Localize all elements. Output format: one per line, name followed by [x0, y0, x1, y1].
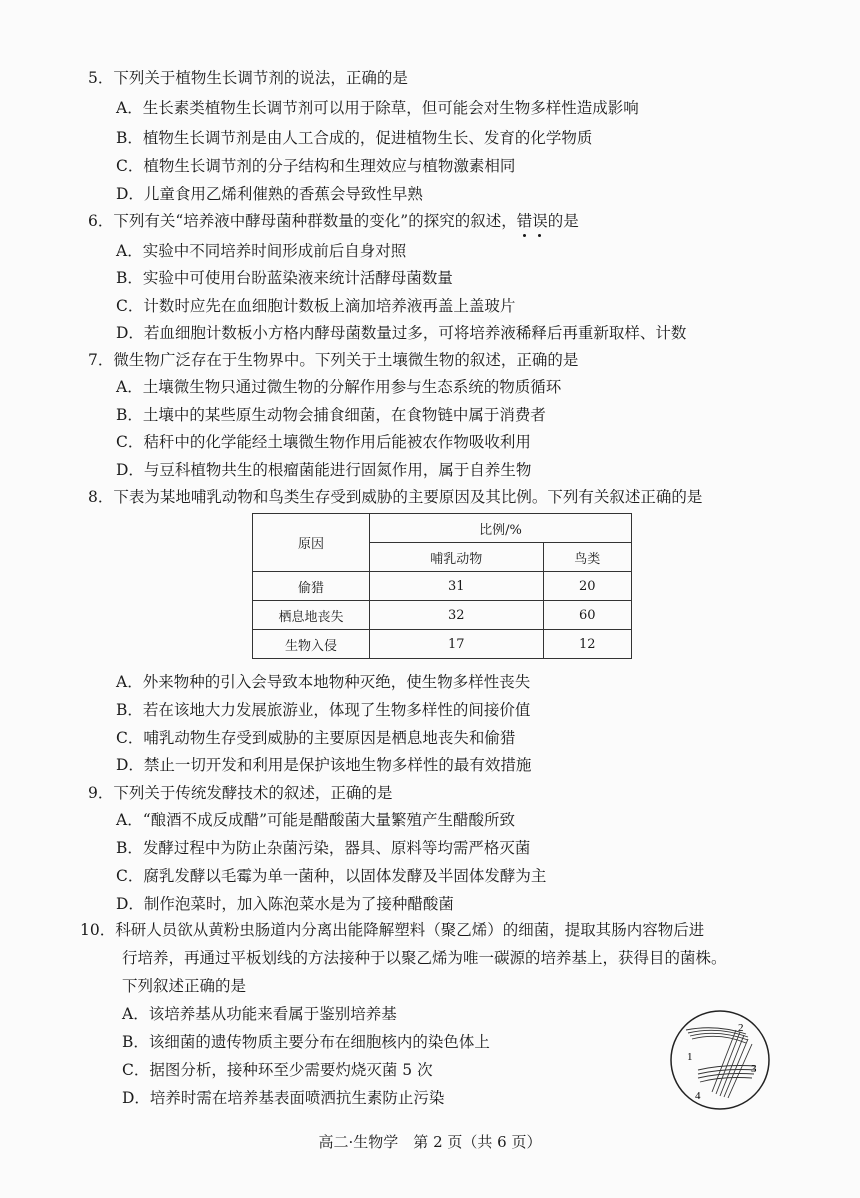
table-row — [253, 572, 632, 601]
row-mammal-value: 17 — [370, 630, 544, 659]
question-9-option-c: C．腐乳发酵以毛霉为单一菌种，以固体发酵及半固体发酵为主 — [116, 867, 547, 885]
question-8-option-d: D．禁止一切开发和利用是保护该地生物多样性的最有效措施 — [116, 756, 532, 774]
question-7-option-b: B．土壤中的某些原生动物会捕食细菌，在食物链中属于消费者 — [116, 406, 546, 424]
question-5-option-d: D．儿童食用乙烯利催熟的香蕉会导致性早熟 — [116, 185, 423, 203]
question-9-option-d: D．制作泡菜时，加入陈泡菜水是为了接种醋酸菌 — [116, 895, 454, 913]
question-8-option-b: B．若在该地大力发展旅游业，体现了生物多样性的间接价值 — [116, 701, 531, 719]
question-5-option-c: C．植物生长调节剂的分子结构和生理效应与植物激素相同 — [116, 157, 516, 175]
header-ratio: 比例/% — [370, 514, 632, 543]
question-5-option-b: B．植物生长调节剂是由人工合成的，促进植物生长、发育的化学物质 — [116, 129, 593, 147]
row-bird-value: 60 — [543, 601, 631, 630]
emphasis-char-2: 误 — [532, 209, 548, 231]
header-bird: 鸟类 — [543, 543, 631, 572]
question-7-option-d: D．与豆科植物共生的根瘤菌能进行固氮作用，属于自养生物 — [116, 461, 532, 479]
figure-label-4: 4 — [695, 1090, 701, 1102]
figure-label-2: 2 — [738, 1022, 744, 1034]
question-8-stem: 8．下表为某地哺乳动物和鸟类生存受到威胁的主要原因及其比例。下列有关叙述正确的是 — [88, 488, 703, 506]
question-7-option-c: C．秸秆中的化学能经土壤微生物作用后能被农作物吸收利用 — [116, 433, 531, 451]
question-10-stem-line1: 10．科研人员欲从黄粉虫肠道内分离出能降解塑料（聚乙烯）的细菌，提取其肠内容物后进 — [80, 921, 705, 939]
question-9-stem: 9．下列关于传统发酵技术的叙述，正确的是 — [88, 784, 393, 802]
question-10-stem-line2: 行培养，再通过平板划线的方法接种于以聚乙烯为唯一碳源的培养基上，获得目的菌株。 — [122, 949, 727, 967]
figure-label-3: 3 — [751, 1063, 757, 1075]
question-10-option-b: B．该细菌的遗传物质主要分布在细胞核内的染色体上 — [122, 1033, 490, 1051]
row-mammal-value: 32 — [370, 601, 544, 630]
question-10-option-d: D．培养时需在培养基表面喷洒抗生素防止污染 — [122, 1089, 445, 1107]
petri-dish-outline — [671, 1011, 769, 1109]
row-bird-value: 20 — [543, 572, 631, 601]
header-reason: 原因 — [253, 514, 370, 572]
question-6-option-c: C．计数时应先在血细胞计数板上滴加培养液再盖上盖玻片 — [116, 297, 516, 315]
table-row — [253, 601, 632, 630]
row-bird-value: 12 — [543, 630, 631, 659]
question-8-option-a: A．外来物种的引入会导致本地物种灭绝，使生物多样性丧失 — [116, 673, 531, 691]
question-9-option-b: B．发酵过程中为防止杂菌污染，器具、原料等均需严格灭菌 — [116, 839, 531, 857]
question-7-stem: 7．微生物广泛存在于生物界中。下列关于土壤微生物的叙述，正确的是 — [88, 351, 579, 369]
figure-label-1: 1 — [687, 1051, 693, 1063]
question-10-stem-line3: 下列叙述正确的是 — [122, 977, 247, 995]
question-6-option-d: D．若血细胞计数板小方格内酵母菌数量过多，可将培养液稀释后再重新取样、计数 — [116, 324, 687, 342]
question-6-stem-end: 的是 — [547, 212, 579, 230]
question-6-option-a: A．实验中不同培养时间形成前后自身对照 — [116, 242, 407, 260]
page-footer: 高二·生物学 第 2 页（共 6 页） — [318, 1133, 542, 1151]
question-8-option-c: C．哺乳动物生存受到威胁的主要原因是栖息地丧失和偷猎 — [116, 729, 516, 747]
question-6-option-b: B．实验中可使用台盼蓝染液来统计活酵母菌数量 — [116, 269, 453, 287]
question-10-option-a: A．该培养基从功能来看属于鉴别培养基 — [122, 1005, 397, 1023]
streak-plate-figure — [668, 1008, 772, 1112]
threat-ratio-table — [252, 513, 632, 659]
question-5-option-a: A．生长素类植物生长调节剂可以用于除草，但可能会对生物多样性造成影响 — [116, 99, 639, 117]
question-6-stem-text: 6．下列有关“培养液中酵母菌种群数量的变化”的探究的叙述， — [88, 212, 517, 230]
question-6-stem — [88, 209, 579, 231]
row-reason: 偷猎 — [253, 572, 370, 601]
header-mammal: 哺乳动物 — [370, 543, 544, 572]
row-reason: 生物入侵 — [253, 630, 370, 659]
row-mammal-value: 31 — [370, 572, 544, 601]
question-9-option-a: A．“酿酒不成反成醋”可能是醋酸菌大量繁殖产生醋酸所致 — [116, 811, 516, 829]
emphasis-char-1: 错 — [517, 209, 533, 231]
question-5-stem: 5．下列关于植物生长调节剂的说法，正确的是 — [88, 69, 408, 87]
streak-lines — [686, 1028, 756, 1098]
table-row — [253, 630, 632, 659]
question-7-option-a: A．土壤微生物只通过微生物的分解作用参与生态系统的物质循环 — [116, 378, 562, 396]
question-10-option-c: C．据图分析，接种环至少需要灼烧灭菌 5 次 — [122, 1061, 433, 1079]
row-reason: 栖息地丧失 — [253, 601, 370, 630]
